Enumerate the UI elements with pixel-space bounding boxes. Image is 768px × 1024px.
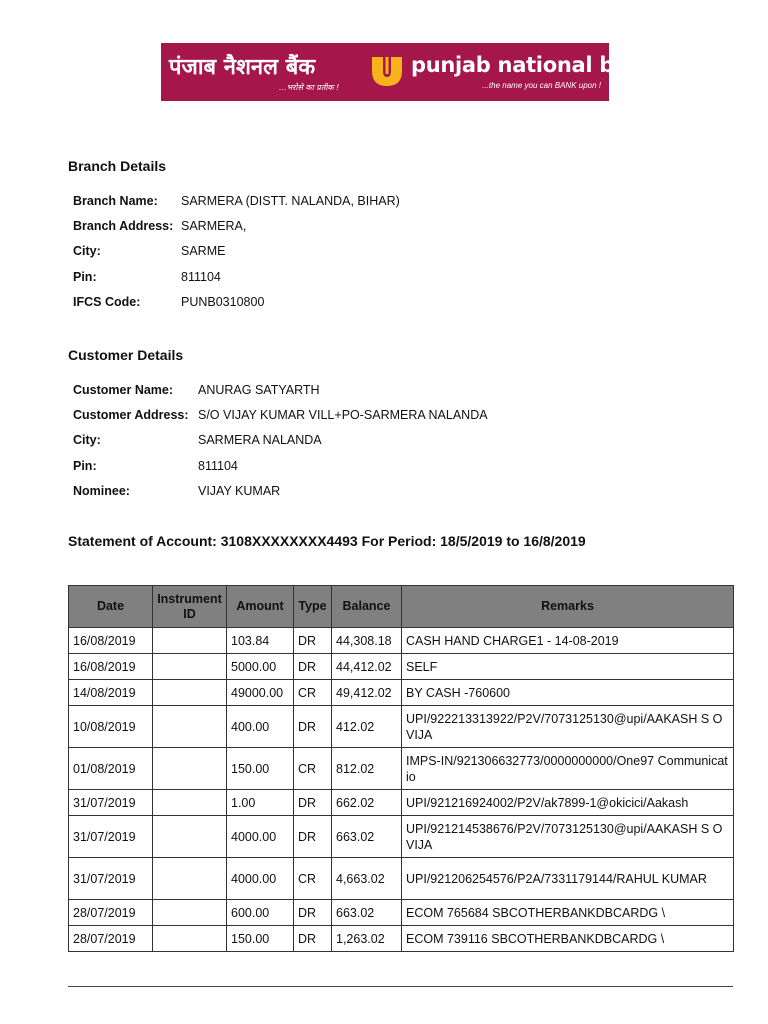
pnb-logo-icon (369, 53, 405, 89)
col-header-remarks: Remarks (402, 586, 734, 628)
col-header-date: Date (69, 586, 153, 628)
cell-instrument-id (153, 628, 227, 654)
cell-date: 10/08/2019 (69, 706, 153, 748)
cell-amount: 5000.00 (227, 654, 294, 680)
customer-name-value: ANURAG SATYARTH (198, 383, 320, 397)
branch-field-row (73, 265, 400, 290)
branch-pin-label: Pin: (73, 269, 97, 284)
cell-balance: 663.02 (332, 900, 402, 926)
branch-city-label: City: (73, 244, 101, 259)
col-header-instrument-id: Instrument ID (153, 586, 227, 628)
table-row (69, 654, 734, 680)
cell-balance: 44,308.18 (332, 628, 402, 654)
cell-date: 28/07/2019 (69, 900, 153, 926)
customer-nominee-label: Nominee: (73, 483, 130, 498)
cell-amount: 4000.00 (227, 816, 294, 858)
col-header-balance: Balance (332, 586, 402, 628)
bank-tagline-english: ...the name you can BANK upon ! (482, 81, 601, 90)
branch-ifsc-label: IFCS Code: (73, 294, 141, 309)
cell-remarks: ECOM 765684 SBCOTHERBANKDBCARDG \ (402, 900, 734, 926)
cell-amount: 600.00 (227, 900, 294, 926)
cell-type: DR (294, 706, 332, 748)
branch-field-row (73, 239, 400, 264)
cell-instrument-id (153, 654, 227, 680)
cell-type: CR (294, 680, 332, 706)
customer-field-row (73, 428, 488, 453)
customer-details-list (73, 378, 488, 504)
customer-city-label: City: (73, 433, 101, 448)
customer-nominee-value: VIJAY KUMAR (198, 483, 281, 498)
col-header-amount: Amount (227, 586, 294, 628)
customer-field-row (73, 454, 488, 479)
branch-city-value: SARME (181, 244, 226, 259)
table-row (69, 858, 734, 900)
cell-instrument-id (153, 816, 227, 858)
cell-instrument-id (153, 748, 227, 790)
cell-amount: 103.84 (227, 628, 294, 654)
table-header-row (69, 586, 734, 628)
table-row (69, 816, 734, 858)
bank-name-hindi: पंजाब नैशनल बैंक (169, 55, 316, 80)
table-row (69, 706, 734, 748)
transactions-table (68, 585, 734, 952)
cell-type: DR (294, 816, 332, 858)
cell-amount: 150.00 (227, 926, 294, 952)
cell-remarks: ECOM 739116 SBCOTHERBANKDBCARDG \ (402, 926, 734, 952)
cell-amount: 150.00 (227, 748, 294, 790)
cell-type: CR (294, 748, 332, 790)
customer-address-label: Customer Address: (73, 408, 189, 423)
branch-pin-value: 811104 (181, 269, 221, 284)
col-header-type: Type (294, 586, 332, 628)
branch-field-row (73, 290, 400, 315)
footer-divider (68, 986, 733, 987)
branch-address-value: SARMERA, (181, 219, 247, 234)
cell-amount: 1.00 (227, 790, 294, 816)
cell-type: DR (294, 790, 332, 816)
table-row (69, 790, 734, 816)
customer-pin-value: 811104 (198, 458, 238, 473)
cell-date: 31/07/2019 (69, 816, 153, 858)
cell-remarks: CASH HAND CHARGE1 - 14-08-2019 (402, 628, 734, 654)
branch-name-value: SARMERA (DISTT. NALANDA, BIHAR) (181, 194, 400, 208)
cell-amount: 49000.00 (227, 680, 294, 706)
cell-remarks: BY CASH -760600 (402, 680, 734, 706)
bank-tagline-hindi: ...भरोसे का प्रतीक ! (279, 83, 340, 92)
cell-date: 28/07/2019 (69, 926, 153, 952)
cell-date: 31/07/2019 (69, 790, 153, 816)
customer-field-row (73, 378, 488, 403)
cell-date: 16/08/2019 (69, 654, 153, 680)
table-row (69, 926, 734, 952)
cell-type: DR (294, 654, 332, 680)
cell-instrument-id (153, 926, 227, 952)
cell-balance: 44,412.02 (332, 654, 402, 680)
cell-type: DR (294, 628, 332, 654)
customer-details-title: Customer Details (68, 347, 184, 363)
cell-instrument-id (153, 706, 227, 748)
cell-balance: 662.02 (332, 790, 402, 816)
table-row (69, 748, 734, 790)
cell-amount: 4000.00 (227, 858, 294, 900)
cell-type: DR (294, 900, 332, 926)
table-row (69, 900, 734, 926)
branch-ifsc-value: PUNB0310800 (181, 294, 265, 309)
cell-remarks: UPI/922213313922/P2V/7073125130@upi/AAKASH S OVIJA (402, 706, 734, 748)
cell-balance: 412.02 (332, 706, 402, 748)
table-row (69, 680, 734, 706)
cell-balance: 663.02 (332, 816, 402, 858)
cell-date: 31/07/2019 (69, 858, 153, 900)
cell-remarks: UPI/921214538676/P2V/7073125130@upi/AAKASH S OVIJA (402, 816, 734, 858)
cell-amount: 400.00 (227, 706, 294, 748)
cell-date: 16/08/2019 (69, 628, 153, 654)
cell-balance: 4,663.02 (332, 858, 402, 900)
cell-remarks: UPI/921216924002/P2V/ak7899-1@okicici/Aakash (402, 790, 734, 816)
cell-remarks: UPI/921206254576/P2A/7331179144/RAHUL KUMAR (402, 858, 734, 900)
customer-field-row (73, 403, 488, 428)
cell-date: 14/08/2019 (69, 680, 153, 706)
statement-title: Statement of Account: 3108XXXXXXXX4493 For Period: 18/5/2019 to 16/8/2019 (68, 533, 586, 549)
cell-balance: 49,412.02 (332, 680, 402, 706)
branch-field-row (73, 214, 400, 239)
bank-header-banner (161, 43, 657, 101)
cell-remarks: IMPS-IN/921306632773/0000000000/One97 Communicatio (402, 748, 734, 790)
cell-type: DR (294, 926, 332, 952)
branch-details-list (73, 189, 400, 315)
cell-type: CR (294, 858, 332, 900)
bank-name-english: punjab national bank (411, 53, 657, 77)
cell-instrument-id (153, 680, 227, 706)
cell-balance: 1,263.02 (332, 926, 402, 952)
cell-remarks: SELF (402, 654, 734, 680)
branch-address-label: Branch Address: (73, 219, 174, 234)
customer-pin-label: Pin: (73, 458, 97, 473)
cell-balance: 812.02 (332, 748, 402, 790)
customer-city-value: SARMERA NALANDA (198, 433, 322, 448)
cell-instrument-id (153, 790, 227, 816)
branch-field-row (73, 189, 400, 214)
cell-instrument-id (153, 900, 227, 926)
cell-instrument-id (153, 858, 227, 900)
customer-address-value: S/O VIJAY KUMAR VILL+PO-SARMERA NALANDA (198, 408, 488, 423)
customer-field-row (73, 479, 488, 504)
customer-name-label: Customer Name: (73, 383, 174, 397)
cell-date: 01/08/2019 (69, 748, 153, 790)
branch-details-title: Branch Details (68, 158, 167, 174)
table-row (69, 628, 734, 654)
branch-name-label: Branch Name: (73, 194, 158, 208)
